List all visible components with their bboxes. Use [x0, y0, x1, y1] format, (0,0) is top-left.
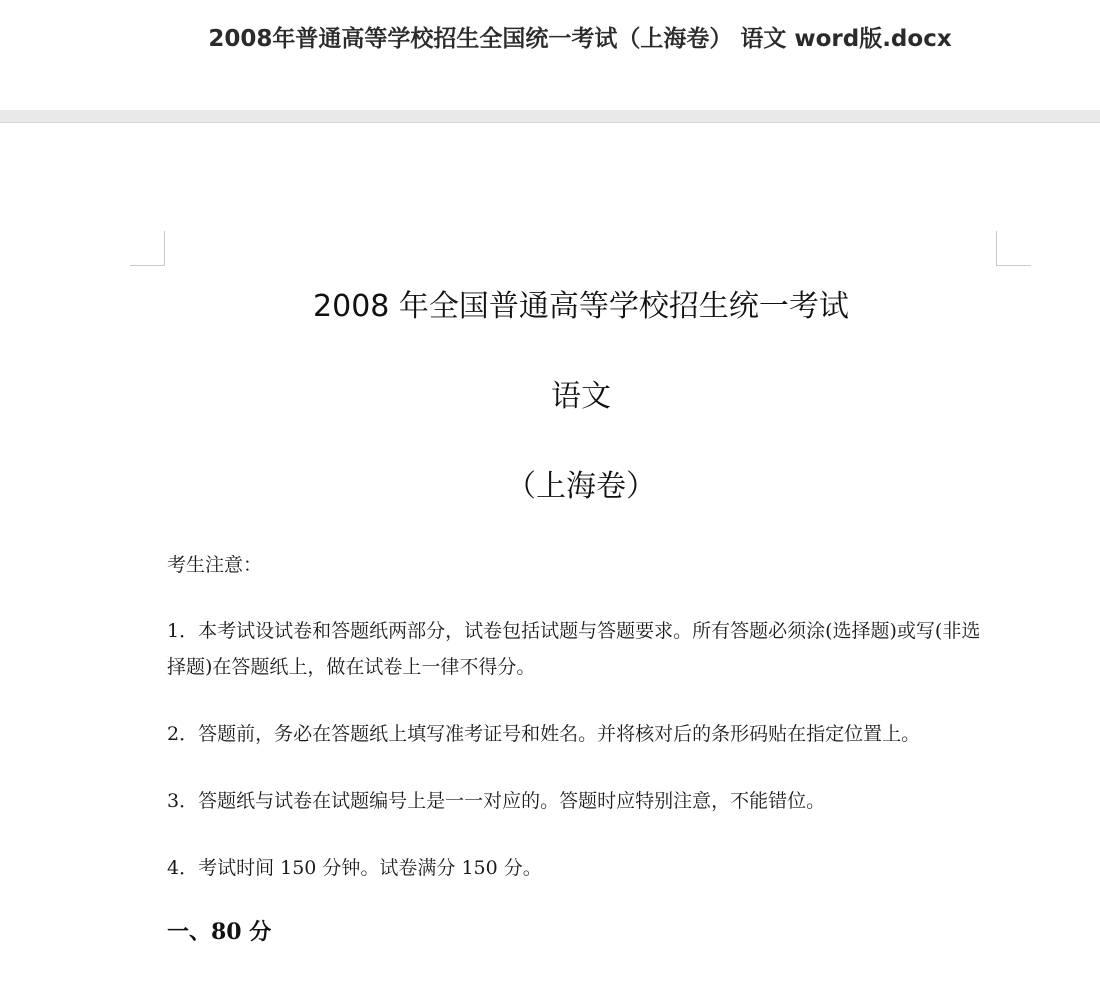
document-page[interactable]: [0, 123, 1100, 990]
margin-corner-mark-left: [130, 231, 165, 266]
document-filename: 2008年普通高等学校招生全国统一考试（上海卷） 语文 word版.docx: [208, 26, 952, 52]
notice-heading: 考生注意：: [167, 554, 263, 576]
notice-item-2: 2．答题前，务必在答题纸上填写准考证号和姓名。并将核对后的条形码贴在指定位置上。: [167, 723, 921, 745]
notice-item-4: 4．考试时间 150 分钟。试卷满分 150 分。: [167, 857, 542, 879]
exam-title: 2008 年全国普通高等学校招生统一考试: [313, 289, 849, 324]
notice-item-1: 1．本考试设试卷和答题纸两部分，试卷包括试题与答题要求。所有答题必须涂(选择题)或写(非选择题)在答题纸上，做在试卷上一律不得分。: [167, 620, 981, 678]
subject-title: 语文: [551, 379, 611, 414]
region-title: （上海卷）: [506, 469, 656, 504]
title-bar: [0, 0, 1100, 110]
margin-corner-mark-right: [996, 231, 1031, 266]
notice-item-3: 3．答题纸与试卷在试题编号上是一一对应的。答题时应特别注意，不能错位。: [167, 790, 826, 812]
section-heading: 一、80 分: [167, 919, 272, 945]
page-separator: [0, 110, 1100, 123]
